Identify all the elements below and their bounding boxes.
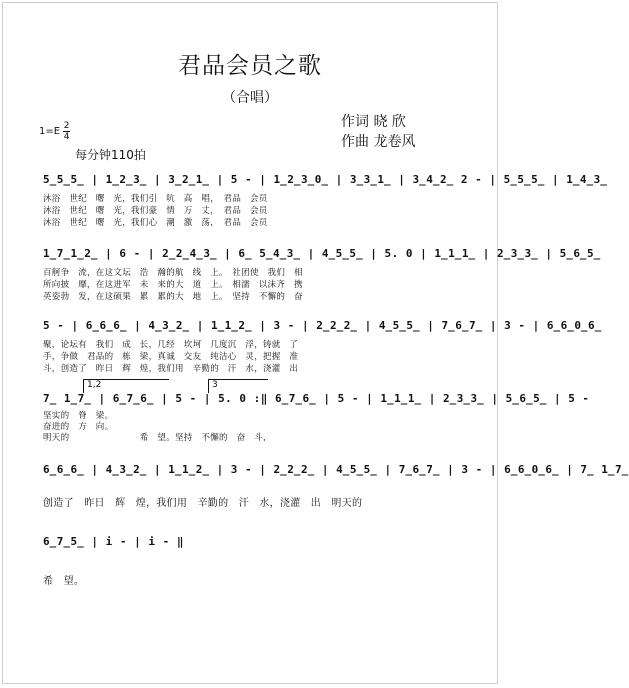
notation-line-3: 5 - | 6̲6̲6̲ | 4̲3̲2̲ | 1̲1̲2̲ | 3 - | 2̲2̲2̲ | 4̲5̲5̲ | 7̲6̲7̲ | 3 - | 6̲6̲0̲6̲ <box>43 319 602 332</box>
lyric-line-5-1: 创造了 昨日 辉 煌，我们用 辛勤的 汗 水，浇灌 出 明天的 <box>43 498 363 509</box>
time-denominator: 4 <box>63 132 70 142</box>
first-ending-label: 1,2 <box>87 380 102 390</box>
first-ending-bracket <box>83 379 169 393</box>
lyric-line-3-3: 斗，创造了 昨日 辉 煌，我们用 辛勤的 汗 水，浇灌 出 <box>43 364 299 374</box>
lyric-line-1-1: 沐浴 世纪 曙 光，我们引 吭 高 唱， 君品 会员 <box>43 194 268 204</box>
notation-line-1: 5̲5̲5̲ | 1̲2̲3̲ | 3̲2̲1̲ | 5 - | 1̲2̲3̲0̲ | 3̲3̲1̲ | 3̲4̲2̲ 2 - | 5̲5̲5̲ | 1̲4̲3̲ <box>43 173 608 186</box>
time-signature <box>63 121 70 142</box>
sheet-music-page <box>2 2 629 684</box>
time-numerator: 2 <box>63 121 70 131</box>
lyricist-credit: 作词 晓 欣 <box>341 114 406 130</box>
tempo-marking: 每分钟110拍 <box>75 148 146 162</box>
lyric-line-4-2: 奋进的 方 向。 <box>43 422 114 432</box>
composer-credit: 作曲 龙卷风 <box>341 134 416 150</box>
notation-line-4: 7̲ 1̲7̲ | 6̲7̲6̲ | 5 - | 5. 0 :‖ 6̲7̲6̲ | 5 - | 1̲1̲1̲ | 2̲3̲3̲ | 5̲6̲5̲ | 5 - <box>43 392 590 405</box>
lyric-line-1-3: 沐浴 世纪 曙 光，我们心 潮 激 荡， 君品 会员 <box>43 218 268 228</box>
song-title: 君品会员之歌 <box>178 53 322 79</box>
key-signature <box>39 121 70 142</box>
notation-line-5: 6̲6̲6̲ | 4̲3̲2̲ | 1̲1̲2̲ | 3 - | 2̲2̲2̲ | 4̲5̲5̲ | 7̲6̲7̲ | 3 - | 6̲6̲0̲6̲ | 7̲ 1̲7̲ <box>43 463 629 476</box>
lyric-line-2-1: 百舸争 流，在这文坛 浩 瀚的航 线 上。 社团使 我们 相 <box>43 268 303 278</box>
second-ending-bracket <box>208 379 268 393</box>
lyric-line-4-3: 明天的 希 望。坚持 不懈的 奋 斗， <box>43 433 272 443</box>
notation-line-2: 1̲7̲1̲2̲ | 6 - | 2̲2̲4̲3̲ | 6̲ 5̲4̲3̲ | 4̲5̲5̲ | 5. 0 | 1̲1̲1̲ | 2̲3̲3̲ | 5̲6̲5̲ <box>43 247 601 260</box>
lyric-line-3-2: 手，争做 君品的 栋 梁，真诚 交友 纯洁心 灵，把握 准 <box>43 352 299 362</box>
song-subtitle: （合唱） <box>222 90 278 106</box>
lyric-line-2-3: 英姿勃 发，在这硕果 累 累的大 地 上。 坚持 不懈的 奋 <box>43 292 303 302</box>
lyric-line-4-1: 坚实的 脊 梁。 <box>43 411 114 421</box>
lyric-line-1-2: 沐浴 世纪 曙 光，我们豪 情 万 丈， 君品 会员 <box>43 206 268 216</box>
second-ending-label: 3 <box>212 380 218 390</box>
notation-line-6: 6̲7̲5̲ | i - | i - ‖ <box>43 535 184 548</box>
lyric-line-6-1: 希 望。 <box>43 576 85 587</box>
lyric-line-2-2: 所向披 靡，在这进军 未 来的大 道 上。 相濡 以沫齐 携 <box>43 280 303 290</box>
key-label: 1=E <box>39 126 61 137</box>
lyric-line-3-1: 聚，论坛有 我们 成 长，几经 坎坷 几度沉 浮，铸就 了 <box>43 340 299 350</box>
